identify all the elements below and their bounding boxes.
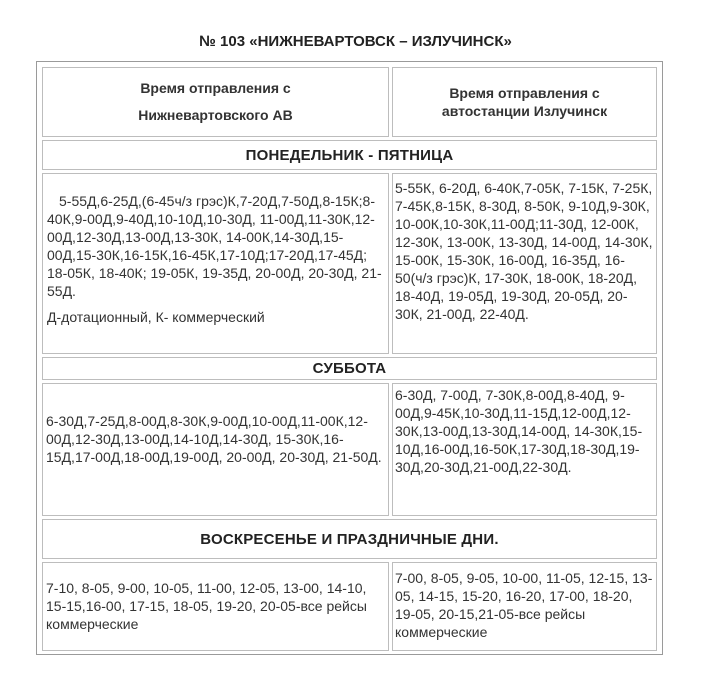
saturday-col1-times: 6-30Д,7-25Д,8-00Д,8-30К,9-00Д,10-00Д,11-00К,12-00Д,12-30Д,13-00Д,14-10Д,14-30Д, 15-30К,16-15Д,17-00Д,18-00Д,19-00Д, 20-00Д, 20-30Д, 21-50Д.	[46, 413, 382, 465]
weekdays-col2-times: 5-55К, 6-20Д, 6-40К,7-05К, 7-15К, 7-25К, 7-45К,8-15К, 8-30Д, 8-50К, 9-10Д,9-30К, 10-00К,10-30К,11-00Д;11-30Д, 12-00К, 12-30К, 13-00К, 13-30Д, 14-00Д, 14-30К, 15-00К, 15-30К, 16-00Д, 16-35Д, 16-50(ч/з грэс)К, 17-30К, 18-00К, 18-20Д, 18-40Д, 19-05Д, 19-30Д, 20-05Д, 20-30К, 21-00Д, 22-40Д.	[395, 180, 653, 322]
saturday-col2-cell	[392, 383, 657, 516]
sunday-col1-cell	[42, 562, 389, 651]
sunday-col2-times: 7-00, 8-05, 9-05, 10-00, 11-05, 12-15, 13-05, 14-15, 15-20, 16-20, 17-00, 18-20, 19-05, 20-15,21-05-все рейсы коммерческие	[395, 570, 653, 640]
schedule-table	[36, 61, 663, 655]
weekdays-col1-times: 5-55Д,6-25Д,(6-45ч/з грэс)К,7-20Д,7-50Д,8-15К;8-40К,9-00Д,9-40Д,10-10Д,10-30Д, 11-00Д,11-30К,12-00Д,12-30Д,13-00Д,13-30К, 14-00К,14-30Д,15-00Д,15-30К,16-15К,16-45К,17-10Д;17-20Д,17-45Д; 18-05К, 18-40К; 19-05К, 19-35Д, 20-00Д, 20-30Д, 21-55Д.	[47, 193, 382, 299]
header-col1-line1: Время отправления с	[140, 80, 291, 96]
saturday-col2-times: 6-30Д, 7-00Д, 7-30К,8-00Д,8-40Д, 9-00Д,9-45К,10-30Д,11-15Д,12-00Д,12-30К,13-00Д,13-30Д,14-00Д, 14-30К,15-10Д,16-00Д,16-50К,17-30Д,18-30Д,19-30Д,20-30Д,21-00Д,22-30Д.	[395, 387, 643, 475]
weekdays-col1-cell	[42, 173, 389, 354]
header-col1-line2: Нижневартовского АВ	[138, 107, 293, 123]
header-cell-izluchinsk	[392, 67, 657, 137]
section-saturday-label: СУББОТА	[312, 360, 387, 377]
weekdays-legend: Д-дотационный, К- коммерческий	[47, 309, 265, 325]
section-weekdays-label: ПОНЕДЕЛЬНИК - ПЯТНИЦА	[245, 146, 454, 164]
route-title: № 103 «НИЖНЕВАРТОВСК – ИЗЛУЧИНСК»	[199, 33, 512, 50]
saturday-col1-cell	[42, 383, 389, 516]
header-col2-line2: автостанции Излучинск	[441, 103, 608, 119]
section-saturday	[42, 357, 657, 380]
section-sunday-label: ВОСКРЕСЕНЬЕ И ПРАЗДНИЧНЫЕ ДНИ.	[200, 530, 499, 548]
header-col2-line1: Время отправления с	[449, 85, 600, 101]
header-cell-nizhnevartovsk	[42, 67, 389, 137]
section-sunday	[42, 519, 657, 559]
weekdays-col2-cell	[392, 173, 657, 354]
sunday-col2-cell	[392, 562, 657, 651]
section-weekdays	[42, 140, 657, 170]
sunday-col1-times: 7-10, 8-05, 9-00, 10-05, 11-00, 12-05, 13-00, 14-10, 15-15,16-00, 17-15, 18-05, 19-20, 20-05-все рейсы коммерческие	[46, 580, 367, 632]
